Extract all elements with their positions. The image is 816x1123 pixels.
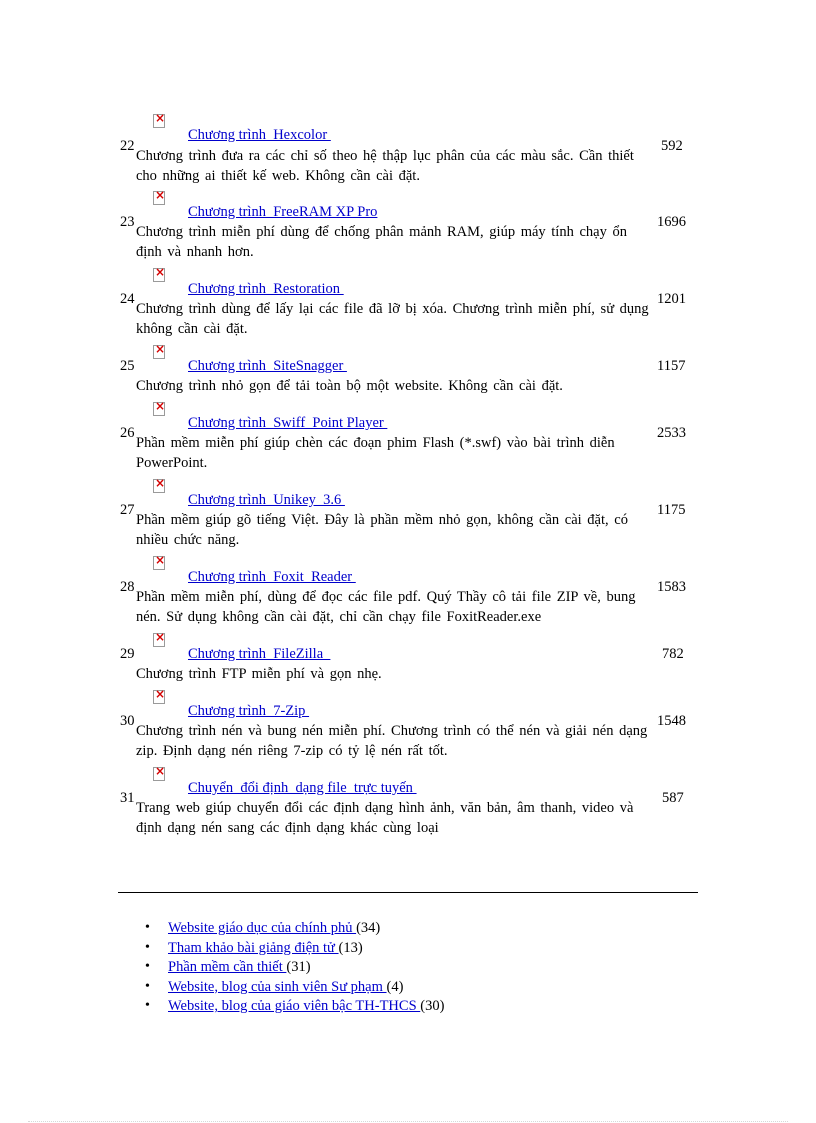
entry-download-count: 1175 [657, 502, 686, 518]
horizontal-divider [118, 892, 698, 893]
entry-description: Chương trình FTP miễn phí và gọn nhẹ. [136, 666, 382, 682]
entry-download-count: 1548 [657, 713, 686, 729]
entry-download-count: 592 [661, 138, 683, 154]
bullet-icon: • [145, 959, 150, 974]
entry-number: 26 [120, 425, 135, 441]
entry-number: 31 [120, 790, 135, 806]
broken-image-icon [153, 268, 165, 282]
entry-description: Chương trình nén và bung nén miễn phí. Chương trình có thể nén và giải nén dạng zip. Định dạng nén riêng 7-zip có tỷ lệ nén rất tốt. [136, 723, 648, 759]
entry-title-link[interactable]: Chương trình Restoration [188, 281, 344, 297]
category-count: (13) [338, 939, 363, 956]
broken-image-icon [153, 114, 165, 128]
entry-description: Chương trình nhỏ gọn để tải toàn bộ một website. Không cần cài đặt. [136, 378, 563, 394]
entry-title-link[interactable]: Chương trình Hexcolor [188, 127, 331, 143]
entry-title-link[interactable]: Chương trình Foxit Reader [188, 569, 356, 585]
entry-number: 25 [120, 358, 135, 374]
broken-image-icon [153, 633, 165, 647]
entry-description: Chương trình đưa ra các chỉ số theo hệ thập lục phân của các màu sắc. Cần thiết cho những ai thiết kế web. Không cần cài đặt. [136, 148, 634, 184]
entry-download-count: 1201 [657, 291, 686, 307]
category-item [0, 940, 444, 960]
category-link[interactable]: Website giáo dục của chính phủ [168, 920, 357, 936]
entry-title-link[interactable]: Chương trình FileZilla [188, 646, 331, 662]
category-link[interactable]: Tham khảo bài giảng điện tử [168, 939, 339, 956]
category-count: (4) [386, 978, 404, 995]
category-item [0, 998, 444, 1018]
broken-image-icon [153, 690, 165, 704]
category-count: (31) [286, 959, 311, 975]
entry-number: 28 [120, 579, 135, 595]
entry-description: Chương trình miễn phí dùng để chống phân mảnh RAM, giúp máy tính chạy ổn định và nhanh hơn. [136, 224, 627, 260]
entry-number: 27 [120, 502, 135, 518]
entry-title-link[interactable]: Chương trình FreeRAM XP Pro [188, 204, 378, 220]
entry-number: 22 [120, 138, 135, 154]
category-link[interactable]: Phần mềm cần thiết [168, 959, 287, 975]
category-item [0, 979, 444, 999]
entry-description: Trang web giúp chuyển đổi các định dạng hình ảnh, văn bản, âm thanh, video và định dạng nén sang các định dạng khác cùng loại [136, 800, 634, 836]
entry-number: 23 [120, 214, 135, 230]
entry-description: Chương trình dùng để lấy lại các file đã lỡ bị xóa. Chương trình miễn phí, sử dụng không cần cài đặt. [136, 301, 649, 337]
broken-image-icon [153, 402, 165, 416]
entry-download-count: 1583 [657, 579, 686, 595]
entry-title-link[interactable]: Chương trình Swiff Point Player [188, 415, 388, 431]
bullet-icon: • [145, 920, 150, 935]
entry-description: Phần mềm giúp gõ tiếng Việt. Đây là phần mềm nhỏ gọn, không cần cài đặt, có nhiều chức năng. [136, 512, 628, 548]
category-count: (30) [420, 998, 445, 1014]
entry-title-link[interactable]: Chương trình 7-Zip [188, 703, 310, 719]
entry-download-count: 1157 [657, 358, 686, 374]
entry-download-count: 1696 [657, 214, 686, 230]
entry-number: 30 [120, 713, 135, 729]
entry-download-count: 782 [662, 646, 684, 662]
entry-download-count: 2533 [657, 425, 686, 441]
bullet-icon: • [145, 939, 150, 955]
bullet-icon: • [145, 978, 150, 994]
category-link[interactable]: Website, blog của giáo viên bậc TH-THCS [168, 998, 421, 1014]
page-bottom-border [28, 1121, 788, 1122]
entry-title-link[interactable]: Chương trình Unikey 3.6 [188, 492, 345, 508]
entry-title-link[interactable]: Chương trình SiteSnagger [188, 358, 347, 374]
entry-description: Phần mềm miễn phí, dùng để đọc các file pdf. Quý Thầy cô tải file ZIP về, bung nén. Sử dụng không cần cài đặt, chỉ cần chạy file FoxitReader.exe [136, 589, 636, 625]
category-item [0, 959, 444, 979]
broken-image-icon [153, 479, 165, 493]
broken-image-icon [153, 191, 165, 205]
category-item [0, 920, 444, 940]
category-list [0, 920, 444, 1018]
entry-title-link[interactable]: Chuyển đổi định dạng file trực tuyến [188, 780, 417, 796]
category-count: (34) [356, 920, 381, 936]
broken-image-icon [153, 345, 165, 359]
category-link[interactable]: Website, blog của sinh viên Sư phạm [168, 978, 387, 995]
bullet-icon: • [145, 998, 150, 1013]
entry-download-count: 587 [662, 790, 684, 806]
entry-number: 24 [120, 291, 135, 307]
broken-image-icon [153, 767, 165, 781]
entry-number: 29 [120, 646, 135, 662]
broken-image-icon [153, 556, 165, 570]
entry-description: Phần mềm miễn phí giúp chèn các đoạn phim Flash (*.swf) vào bài trình diễn PowerPoint. [136, 435, 615, 471]
